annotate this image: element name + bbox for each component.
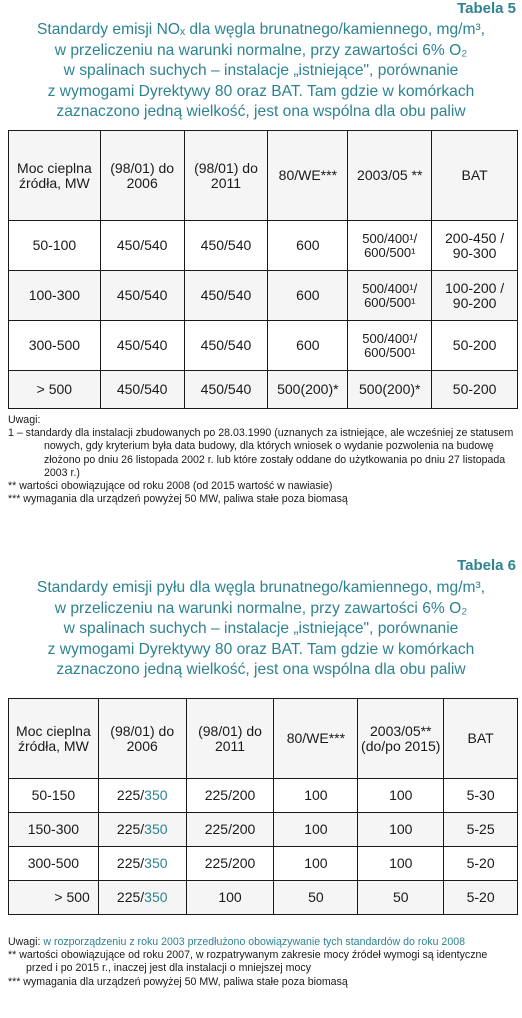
table-cell: 300-500 <box>9 321 101 371</box>
note-1: 1 – standardy dla instalacji zbudowanych po 28.03.1990 (uznanych za istniejące, ale wcześniej ze statusem nowych, gdy kryterium była data budowy, dla których wniosek o wydanie pozwolenia na budowę złożono po dniu 26 listopada 2002 r. lub które zostały oddane do użytkowania po dniu 27 listopada 2003 r.) <box>8 427 514 479</box>
table-cell: 500/400¹/ 600/500¹ <box>348 221 432 271</box>
table-cell: 600 <box>268 321 348 371</box>
table-5-notes <box>8 414 514 506</box>
table-row <box>9 321 518 371</box>
table-row <box>9 371 518 409</box>
table-cell: 500(200)* <box>348 371 432 409</box>
table-cell: 225/350 <box>98 881 186 915</box>
table-cell: 450/540 <box>100 321 184 371</box>
table-cell: 150-300 <box>9 813 99 847</box>
note-3: *** wymagania dla urządzeń powyżej 50 MW, paliwa stałe poza biomasą <box>8 975 348 988</box>
header-cell: Moc cieplna źródła, MW <box>9 131 101 221</box>
table-5-title: Standardy emisji NOₓ dla węgla brunatnego/kamiennego, mg/m³, w przeliczeniu na warunki normalne, przy zawartości 6% O₂ w spalinach suchych – instalacje „istniejące", porównanie z wymogami Dyrektywy 80 oraz BAT. Tam gdzie w komórkach zaznaczono jedną wielkość, jest ona wspólna dla obu paliw <box>36 21 486 120</box>
header-cell: 2003/05 ** <box>348 131 432 221</box>
table-cell: 225/200 <box>186 847 274 881</box>
notes-heading: Uwagi: <box>8 414 41 426</box>
table-row <box>9 779 518 813</box>
table-5-label: Tabela 5 <box>457 0 516 17</box>
table-cell: 200-450 / 90-300 <box>432 221 518 271</box>
table-cell: 450/540 <box>184 221 268 271</box>
note-1-text: w rozporządzeniu z roku 2003 przedłużono obowiązywanie tych standardów do roku 2008 <box>43 936 465 948</box>
table-row <box>9 813 518 847</box>
table-cell: 100-200 / 90-200 <box>432 271 518 321</box>
table-row <box>9 881 518 915</box>
table-row <box>9 847 518 881</box>
table-cell: 100 <box>358 813 444 847</box>
note-3: *** wymagania dla urządzeń powyżej 50 MW, paliwa stałe poza biomasą <box>8 493 348 506</box>
table-cell: > 500 <box>9 881 99 915</box>
table-cell: 450/540 <box>100 221 184 271</box>
table-header-row <box>9 131 518 221</box>
header-cell: BAT <box>444 699 518 779</box>
table-cell: 300-500 <box>9 847 99 881</box>
table-cell: 50-100 <box>9 221 101 271</box>
note-2: ** wartości obowiązujące od roku 2007, w rozpatrywanym zakresie mocy źródeł wymogi są identyczne przed i po 2015 r., inaczej jest dla instalacji o mniejszej mocy <box>8 949 488 975</box>
table-cell: 450/540 <box>100 371 184 409</box>
table-cell: 5-20 <box>444 847 518 881</box>
table-cell: 450/540 <box>184 321 268 371</box>
table-header-row <box>9 699 518 779</box>
header-cell: 2003/05** (do/po 2015) <box>358 699 444 779</box>
header-cell: 80/WE*** <box>268 131 348 221</box>
table-cell: 5-30 <box>444 779 518 813</box>
table-cell: 225/200 <box>186 779 274 813</box>
table-cell: 5-20 <box>444 881 518 915</box>
table-cell: 100 <box>358 847 444 881</box>
table-cell: 50-150 <box>9 779 99 813</box>
table-cell: 450/540 <box>184 371 268 409</box>
header-cell: (98/01) do 2011 <box>186 699 274 779</box>
table-cell: 50 <box>274 881 358 915</box>
table-cell: 450/540 <box>184 271 268 321</box>
table-cell: 500(200)* <box>268 371 348 409</box>
table-cell: 225/350 <box>98 847 186 881</box>
table-cell: 450/540 <box>100 271 184 321</box>
table-row <box>9 221 518 271</box>
table-5 <box>8 130 518 409</box>
header-cell: (98/01) do 2011 <box>184 131 268 221</box>
table-cell: 100 <box>274 779 358 813</box>
notes-heading: Uwagi: <box>8 936 41 948</box>
header-cell: Moc cieplna źródła, MW <box>9 699 99 779</box>
header-cell: BAT <box>432 131 518 221</box>
header-cell: (98/01) do 2006 <box>98 699 186 779</box>
table-cell: 100 <box>358 779 444 813</box>
table-cell: > 500 <box>9 371 101 409</box>
table-cell: 50 <box>358 881 444 915</box>
table-cell: 50-200 <box>432 321 518 371</box>
header-cell: (98/01) do 2006 <box>100 131 184 221</box>
table-cell: 500/400¹/ 600/500¹ <box>348 271 432 321</box>
table-cell: 100 <box>186 881 274 915</box>
table-cell: 225/350 <box>98 813 186 847</box>
note-1 <box>8 936 514 949</box>
table-cell: 600 <box>268 221 348 271</box>
note-2: ** wartości obowiązujące od roku 2008 (od 2015 wartość w nawiasie) <box>8 480 333 493</box>
table-cell: 100 <box>274 847 358 881</box>
table-6-title: Standardy emisji pyłu dla węgla brunatnego/kamiennego, mg/m³, w przeliczeniu na warunki normalne, przy zawartości 6% O₂ w spalinach suchych – instalacje „istniejące", porównanie z wymogami Dyrektywy 80 oraz BAT. Tam gdzie w komórkach zaznaczono jedną wielkość, jest ona wspólna dla obu paliw <box>36 579 486 678</box>
header-cell: 80/WE*** <box>274 699 358 779</box>
table-row <box>9 271 518 321</box>
table-cell: 500/400¹/ 600/500¹ <box>348 321 432 371</box>
table-cell: 5-25 <box>444 813 518 847</box>
table-6-label: Tabela 6 <box>457 557 516 574</box>
table-cell: 225/350 <box>98 779 186 813</box>
table-cell: 225/200 <box>186 813 274 847</box>
table-cell: 100 <box>274 813 358 847</box>
table-6 <box>8 698 518 915</box>
table-cell: 600 <box>268 271 348 321</box>
table-6-notes <box>8 936 514 989</box>
table-cell: 100-300 <box>9 271 101 321</box>
table-cell: 50-200 <box>432 371 518 409</box>
